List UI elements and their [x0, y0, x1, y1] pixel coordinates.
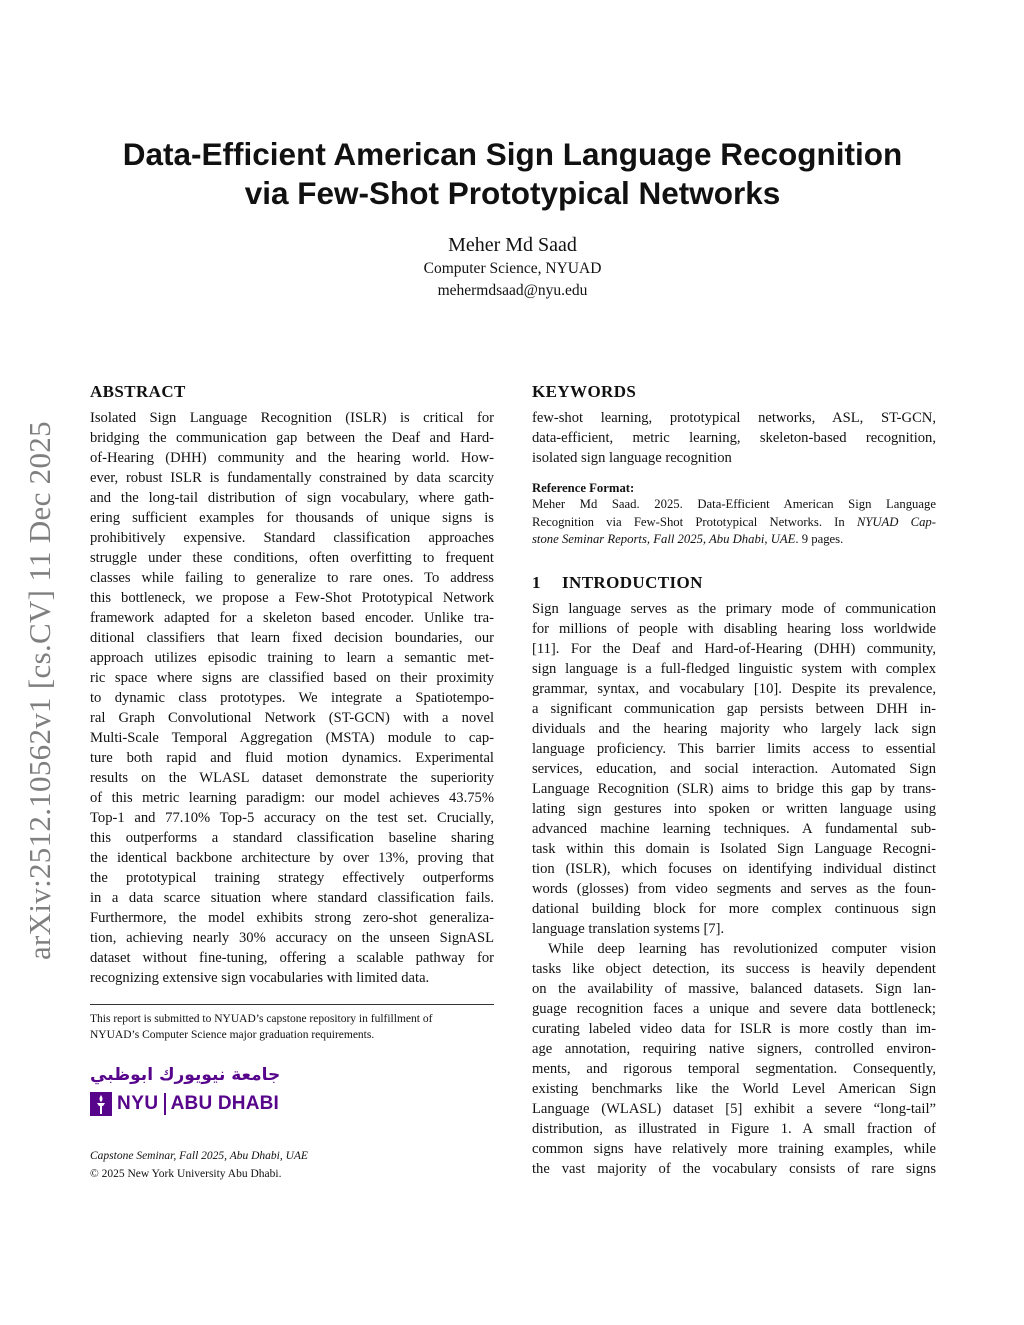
keywords-line: data-efficient, metric learning, skeleton-based recognition,	[532, 430, 936, 446]
reference-venue-italic: stone Seminar Reports, Fall 2025, Abu Dhabi, UAE	[532, 532, 796, 547]
logo-arabic-text: جامعة نيويورك ابوظبي	[90, 1065, 281, 1085]
abstract-line: ric space where signs are classified based on their proximity	[90, 670, 494, 686]
title-line: via Few-Shot Prototypical Networks	[244, 175, 781, 211]
nyu-torch-icon	[90, 1092, 112, 1116]
abstract-line: and the long-tail distribution of sign vocabulary, where gath-	[90, 490, 494, 506]
reference-text: Recognition via Few-Shot Prototypical Networks. In	[532, 514, 857, 529]
intro-line: words (glosses) from video segments and serves as the foun-	[532, 880, 936, 897]
keywords-line: few-shot learning, prototypical networks, ASL, ST-GCN,	[532, 410, 936, 426]
intro-line: task within this domain is Isolated Sign Language Recogni-	[532, 840, 936, 857]
left-column	[90, 382, 494, 1183]
reference-venue-italic: NYUAD Cap-	[856, 514, 936, 529]
arxiv-identifier-stamp: arXiv:2512.10562v1 [cs.CV] 11 Dec 2025	[22, 421, 57, 960]
abstract-line: ditional classifiers that learn fixed decision boundaries, our	[90, 630, 494, 646]
abstract-line: ture both rapid and fluid motion dynamics. Experimental	[90, 750, 494, 766]
intro-line: tasks like object detection, its success is heavily dependent	[532, 960, 936, 977]
abstract-line: Top-1 and 77.10% Top-5 accuracy on the test set. Crucially,	[90, 810, 494, 826]
intro-line: language proficiency. This barrier limits access to essential	[532, 740, 936, 757]
keywords-body	[532, 408, 936, 468]
abstract-body	[90, 408, 494, 988]
abstract-line: struggle under these conditions, often overfitting to frequent	[90, 550, 494, 566]
abstract-heading: ABSTRACT	[90, 382, 186, 401]
abstract-line: the identical backbone architecture by over 13%, proving that	[90, 850, 494, 866]
abstract-line: dataset without fine-tuning, offering a scalable pathway for	[90, 950, 494, 966]
author-affiliation: Computer Science, NYUAD	[423, 260, 602, 277]
abstract-line: this bottleneck, we propose a Few-Shot Prototypical Network	[90, 590, 494, 606]
section-title: INTRODUCTION	[562, 572, 703, 592]
right-column	[532, 382, 936, 1179]
abstract-line: prohibitively expensive. Standard classification approaches	[90, 530, 494, 546]
abstract-line: this outperforms a standard classification baseline sharing	[90, 830, 494, 846]
reference-format-body	[532, 496, 936, 549]
reference-format-heading: Reference Format:	[532, 481, 635, 495]
intro-line: age annotation, requiring native signers, controlled environ-	[532, 1040, 936, 1057]
intro-line: Language (WLASL) dataset [5] exhibit a severe “long-tail”	[532, 1100, 936, 1117]
intro-line: advanced machine learning techniques. A fundamental sub-	[532, 820, 936, 837]
abstract-line: ering sufficient examples for thousands of unique signs is	[90, 510, 494, 526]
reference-line	[532, 531, 936, 549]
venue-info	[90, 1147, 494, 1183]
intro-line: services, education, and social interaction. Automated Sign	[532, 760, 936, 777]
footnote-line: NYUAD’s Computer Science major graduation requirements.	[90, 1029, 375, 1041]
intro-line: common signs have relatively more training examples, while	[532, 1140, 936, 1157]
reference-line: Meher Md Saad. 2025. Data-Efficient American Sign Language	[532, 497, 936, 511]
abstract-line: classes while failing to generalize to rare ones. To address	[90, 570, 494, 586]
reference-line	[532, 514, 936, 532]
intro-line: a significant communication gap persists between DHH in-	[532, 700, 936, 717]
intro-line: lating sign gestures into spoken or written language using	[532, 800, 936, 817]
intro-line: grammar, syntax, and vocabulary [10]. Despite its prevalence,	[532, 680, 936, 697]
intro-line: [11]. For the Deaf and Hard-of-Hearing (DHH) community,	[532, 640, 936, 657]
abstract-line: framework adapted for a skeleton based encoder. Unlike tra-	[90, 610, 494, 626]
intro-paragraph-1	[532, 599, 936, 939]
intro-line: guage recognition faces a unique and severe data bottleneck;	[532, 1000, 936, 1017]
footnote-line: This report is submitted to NYUAD’s capstone repository in fulfillment of	[90, 1013, 433, 1025]
abstract-line: Furthermore, the model exhibits strong zero-shot generaliza-	[90, 910, 494, 926]
logo-abu-dhabi-text: ABU DHABI	[170, 1093, 280, 1114]
logo-wordmark	[90, 1091, 290, 1117]
author-email[interactable]: mehermdsaad@nyu.edu	[437, 282, 588, 299]
logo-separator	[164, 1093, 166, 1115]
abstract-line: recognizing extensive sign vocabularies with limited data.	[90, 970, 430, 986]
section-number: 1	[532, 572, 541, 592]
reference-format	[532, 480, 936, 549]
keywords-heading: KEYWORDS	[532, 382, 637, 401]
intro-line: dational building block for more complex continuous sign	[532, 900, 936, 917]
intro-line: language translation systems [7].	[532, 920, 725, 937]
venue-line: Capstone Seminar, Fall 2025, Abu Dhabi, UAE	[90, 1150, 308, 1162]
capstone-footnote	[90, 1011, 494, 1043]
abstract-line: Multi-Scale Temporal Aggregation (MSTA) module to cap-	[90, 730, 494, 746]
abstract-line: to dynamic class prototypes. We integrate a Spatiotempo-	[90, 690, 494, 706]
intro-line: sign language is a full-fledged linguistic system with complex	[532, 660, 936, 677]
abstract-line: in a data scarce situation where standard classification fails.	[90, 890, 494, 906]
abstract-line: bridging the communication gap between the Deaf and Hard-	[90, 430, 494, 446]
intro-line: on the availability of massive, balanced datasets. Sign lan-	[532, 980, 936, 997]
paper-title	[90, 135, 935, 213]
intro-paragraph-2	[532, 939, 936, 1179]
introduction-heading	[532, 573, 936, 593]
intro-line: curating labeled video data for ISLR is more costly than im-	[532, 1020, 936, 1037]
title-line: Data-Efficient American Sign Language Recognition	[122, 136, 903, 172]
abstract-line: ever, robust ISLR is fundamentally constrained by data scarcity	[90, 470, 494, 486]
intro-line: Language Recognition (SLR) aims to bridge this gap by trans-	[532, 780, 936, 797]
copyright-line: © 2025 New York University Abu Dhabi.	[90, 1168, 282, 1180]
abstract-line: approach utilizes episodic training to learn a semantic met-	[90, 650, 494, 666]
abstract-line: tion, achieving nearly 30% accuracy on the unseen SignASL	[90, 930, 494, 946]
intro-line: tion (ISLR), which focuses on identifying individual distinct	[532, 860, 936, 877]
reference-text: . 9 pages.	[795, 532, 844, 547]
author-block	[90, 232, 935, 302]
abstract-line: Isolated Sign Language Recognition (ISLR) is critical for	[90, 410, 494, 426]
author-name: Meher Md Saad	[448, 234, 577, 256]
intro-line: ments, and rigorous temporal segmentation. Consequently,	[532, 1060, 936, 1077]
intro-line: the vast majority of the vocabulary consists of rare signs	[532, 1160, 936, 1177]
abstract-line: results on the WLASL dataset demonstrate the superiority	[90, 770, 494, 786]
logo-nyu-text: NYU	[117, 1093, 159, 1114]
footnote-divider	[90, 1004, 494, 1005]
abstract-line: of this metric learning paradigm: our model achieves 43.75%	[90, 790, 494, 806]
abstract-line: of-Hearing (DHH) community and the hearing world. How-	[90, 450, 494, 466]
intro-line: distribution, as illustrated in Figure 1. A small fraction of	[532, 1120, 936, 1137]
intro-line: existing benchmarks like the World Level American Sign	[532, 1080, 936, 1097]
abstract-line: ral Graph Convolutional Network (ST-GCN) with a novel	[90, 710, 494, 726]
abstract-line: the prototypical training strategy effectively outperforms	[90, 870, 494, 886]
keywords-line: isolated sign language recognition	[532, 450, 732, 466]
intro-line: dividuals and the hearing majority who largely lack sign	[532, 720, 936, 737]
intro-line: While deep learning has revolutionized computer vision	[548, 940, 936, 957]
nyu-abu-dhabi-logo	[90, 1063, 290, 1117]
intro-line: Sign language serves as the primary mode of communication	[532, 600, 936, 617]
intro-line: for millions of people with disabling hearing loss worldwide	[532, 620, 936, 637]
